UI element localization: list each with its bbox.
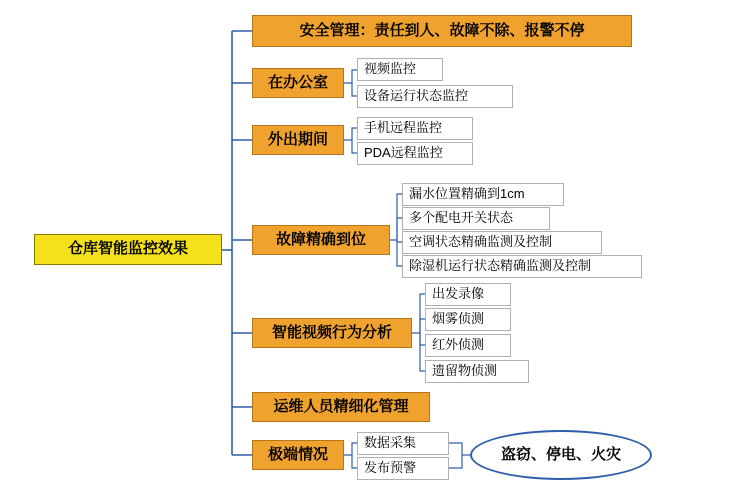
root-node[interactable]: [34, 234, 222, 265]
branch-node-ops-staff-management[interactable]: [252, 392, 430, 422]
leaf-node[interactable]: [357, 142, 473, 165]
leaf-node[interactable]: [402, 183, 564, 206]
leaf-node[interactable]: [357, 117, 473, 140]
branch-node-label: 智能视频行为分析: [271, 323, 392, 341]
leaf-node-label: 漏水位置精确到1cm: [409, 186, 525, 202]
branch-node-fault-precision[interactable]: [252, 225, 390, 255]
root-node-label: 仓库智能监控效果: [67, 240, 188, 258]
leaf-node[interactable]: [357, 457, 449, 480]
leaf-node-label: 手机远程监控: [364, 120, 443, 136]
leaf-node[interactable]: [425, 308, 511, 331]
leaf-node-label: 遗留物侦测: [432, 363, 498, 379]
branch-node-safety-management[interactable]: [252, 15, 632, 47]
bubble-node-risks[interactable]: [470, 430, 652, 480]
branch-node-label: 外出期间: [267, 130, 328, 148]
branch-node-label: 极端情况: [267, 445, 328, 463]
branch-node-video-analytics[interactable]: [252, 318, 412, 348]
leaf-node-label: 设备运行状态监控: [364, 88, 469, 104]
branch-node-out-of-office[interactable]: [252, 125, 344, 155]
branch-node-in-office[interactable]: [252, 68, 344, 98]
branch-node-extreme-situation[interactable]: [252, 440, 344, 470]
leaf-node[interactable]: [402, 231, 602, 254]
leaf-node-label: 发布预警: [364, 460, 417, 476]
branch-node-label: 在办公室: [267, 73, 328, 91]
bubble-node-label: 盗窃、停电、火灾: [500, 445, 621, 463]
leaf-node[interactable]: [402, 255, 642, 278]
branch-node-label: 故障精确到位: [275, 230, 366, 248]
leaf-node-label: 红外侦测: [432, 337, 485, 353]
leaf-node-label: 除湿机运行状态精确监测及控制: [409, 258, 592, 274]
leaf-node[interactable]: [357, 85, 513, 108]
leaf-node[interactable]: [425, 283, 511, 306]
leaf-node-label: 数据采集: [364, 435, 417, 451]
leaf-node[interactable]: [425, 334, 511, 357]
leaf-node-label: 多个配电开关状态: [409, 210, 514, 226]
leaf-node-label: PDA远程监控: [364, 145, 443, 161]
leaf-node[interactable]: [357, 432, 449, 455]
leaf-node[interactable]: [357, 58, 443, 81]
leaf-node-label: 视频监控: [364, 61, 417, 77]
leaf-node[interactable]: [402, 207, 550, 230]
branch-node-label: 运维人员精细化管理: [273, 397, 409, 415]
leaf-node-label: 空调状态精确监测及控制: [409, 234, 553, 250]
leaf-node[interactable]: [425, 360, 529, 383]
branch-node-label: 安全管理：责任到人、故障不除、报警不停: [299, 21, 585, 39]
leaf-node-label: 出发录像: [432, 286, 485, 302]
leaf-node-label: 烟雾侦测: [432, 311, 485, 327]
